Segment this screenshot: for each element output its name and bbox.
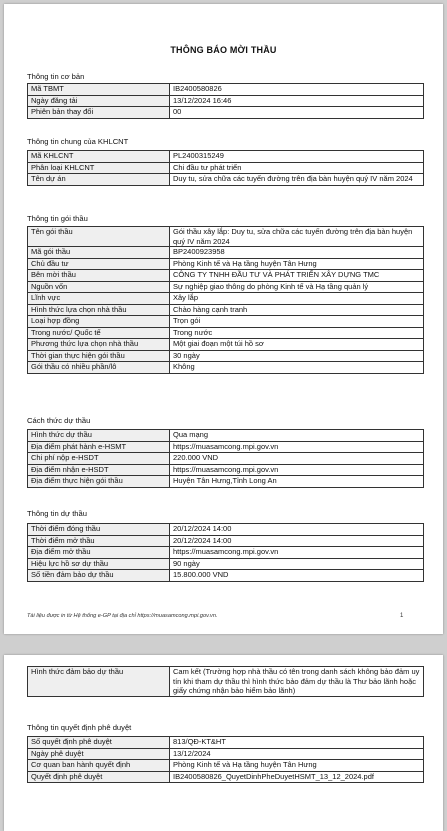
- table-row: [28, 327, 424, 339]
- table-row: [28, 535, 424, 547]
- field-label: Quyết định phê duyệt: [28, 771, 170, 783]
- table-row: [28, 151, 424, 163]
- footer-note: Tài liệu được in từ Hệ thống e-GP tại địa chỉ https://muasamcong.mpi.gov.vn.: [27, 613, 218, 619]
- field-value: 00: [170, 107, 424, 119]
- field-label: Bên mời thầu: [28, 270, 170, 282]
- field-label: Tên gói thầu: [28, 227, 170, 247]
- table-basic: [27, 83, 424, 119]
- table-row: [28, 339, 424, 351]
- field-value: Sự nghiệp giao thông do phòng Kinh tế và Hạ tầng quản lý: [170, 281, 424, 293]
- table-row: [28, 771, 424, 783]
- field-value: Qua mạng: [170, 430, 424, 442]
- field-label: Tên dự án: [28, 174, 170, 186]
- field-label: Địa điểm thực hiện gói thầu: [28, 476, 170, 488]
- table-decision: [27, 736, 424, 783]
- section-title-khlcnt: Thông tin chung của KHLCNT: [27, 137, 129, 146]
- field-label: Ngày phê duyệt: [28, 748, 170, 760]
- table-guarantee: [27, 666, 424, 697]
- table-row: [28, 441, 424, 453]
- field-label: Địa điểm nhận e-HSDT: [28, 464, 170, 476]
- field-label: Mã gói thầu: [28, 247, 170, 259]
- table-row: [28, 547, 424, 559]
- field-label: Thời điểm đóng thầu: [28, 524, 170, 536]
- field-label: Phân loại KHLCNT: [28, 162, 170, 174]
- field-label: Gói thầu có nhiều phần/lô: [28, 362, 170, 374]
- field-value: https://muasamcong.mpi.gov.vn: [170, 464, 424, 476]
- table-row: [28, 162, 424, 174]
- section-title-basic: Thông tin cơ bản: [27, 72, 85, 81]
- field-value: Gói thầu xây lắp: Duy tu, sửa chữa các tuyến đường trên địa bàn huyện quý IV năm 2024: [170, 227, 424, 247]
- field-label: Chi phí nộp e-HSDT: [28, 453, 170, 465]
- field-value: https://muasamcong.mpi.gov.vn: [170, 441, 424, 453]
- field-value: 13/12/2024: [170, 748, 424, 760]
- field-label: Ngày đăng tải: [28, 95, 170, 107]
- field-value: Xây lắp: [170, 293, 424, 305]
- field-value: Cam kết (Trường hợp nhà thầu có tên trong danh sách không bảo đảm uy tín khi tham dự thầu thì hình thức bảo đảm dự thầu là Thư bảo lãnh hoặc giấy chứng nhận bảo hiểm bảo lãnh): [170, 667, 424, 697]
- field-value: 15.800.000 VND: [170, 570, 424, 582]
- field-label: Nguồn vốn: [28, 281, 170, 293]
- table-row: [28, 476, 424, 488]
- table-row: [28, 570, 424, 582]
- table-row: [28, 760, 424, 772]
- field-value: Trọn gói: [170, 316, 424, 328]
- section-title-bidding: Cách thức dự thầu: [27, 416, 91, 425]
- field-value: Không: [170, 362, 424, 374]
- table-row: [28, 270, 424, 282]
- field-label: Hình thức đảm bảo dự thầu: [28, 667, 170, 697]
- field-value: https://muasamcong.mpi.gov.vn: [170, 547, 424, 559]
- section-title-decision: Thông tin quyết định phê duyệt: [27, 723, 132, 732]
- field-value: 13/12/2024 16:46: [170, 95, 424, 107]
- field-value: 20/12/2024 14:00: [170, 535, 424, 547]
- field-value: Huyện Tân Hưng,Tỉnh Long An: [170, 476, 424, 488]
- field-label: Cơ quan ban hành quyết định: [28, 760, 170, 772]
- field-value: 813/QĐ-KT&HT: [170, 737, 424, 749]
- field-value: IB2400580826: [170, 84, 424, 96]
- table-row: [28, 174, 424, 186]
- field-value: 220.000 VND: [170, 453, 424, 465]
- field-label: Địa điểm mở thầu: [28, 547, 170, 559]
- field-value: IB2400580826_QuyetDinhPheDuyetHSMT_13_12_2024.pdf: [170, 771, 424, 783]
- table-package: [27, 226, 424, 374]
- field-label: Mã KHLCNT: [28, 151, 170, 163]
- table-row: [28, 667, 424, 697]
- document-title: THÔNG BÁO MỜI THẦU: [170, 45, 277, 55]
- field-value: Một giai đoạn một túi hồ sơ: [170, 339, 424, 351]
- field-value: Trong nước: [170, 327, 424, 339]
- field-label: Hình thức lựa chọn nhà thầu: [28, 304, 170, 316]
- field-value: 90 ngày: [170, 558, 424, 570]
- table-row: [28, 558, 424, 570]
- field-label: Lĩnh vực: [28, 293, 170, 305]
- field-value: Chi đầu tư phát triển: [170, 162, 424, 174]
- table-row: [28, 464, 424, 476]
- table-khlcnt: [27, 150, 424, 186]
- field-label: Số tiền đảm bảo dự thầu: [28, 570, 170, 582]
- table-row: [28, 247, 424, 259]
- field-value: Chào hàng cạnh tranh: [170, 304, 424, 316]
- table-row: [28, 304, 424, 316]
- table-row: [28, 293, 424, 305]
- field-value: CÔNG TY TNHH ĐẦU TƯ VÀ PHÁT TRIỂN XÂY DỰNG TMC: [170, 270, 424, 282]
- table-row: [28, 748, 424, 760]
- table-row: [28, 227, 424, 247]
- field-label: Số quyết định phê duyệt: [28, 737, 170, 749]
- section-title-bid-info: Thông tin dự thầu: [27, 509, 87, 518]
- table-row: [28, 95, 424, 107]
- table-bidding: [27, 429, 424, 488]
- table-row: [28, 737, 424, 749]
- field-label: Mã TBMT: [28, 84, 170, 96]
- field-label: Thời điểm mở thầu: [28, 535, 170, 547]
- field-label: Chủ đầu tư: [28, 258, 170, 270]
- table-row: [28, 430, 424, 442]
- table-row: [28, 362, 424, 374]
- table-row: [28, 524, 424, 536]
- document-page-1: [4, 4, 443, 634]
- table-row: [28, 281, 424, 293]
- field-value: Duy tu, sửa chữa các tuyến đường trên địa bàn huyện quý IV năm 2024: [170, 174, 424, 186]
- field-label: Trong nước/ Quốc tế: [28, 327, 170, 339]
- field-value: Phòng Kinh tế và Hạ tầng huyện Tân Hưng: [170, 760, 424, 772]
- field-value: BP2400923958: [170, 247, 424, 259]
- field-value: Phòng Kinh tế và Hạ tầng huyện Tân Hưng: [170, 258, 424, 270]
- field-label: Thời gian thực hiện gói thầu: [28, 350, 170, 362]
- section-title-package: Thông tin gói thầu: [27, 214, 88, 223]
- table-row: [28, 453, 424, 465]
- table-bid-info: [27, 523, 424, 582]
- table-row: [28, 258, 424, 270]
- field-label: Hiệu lực hồ sơ dự thầu: [28, 558, 170, 570]
- field-label: Loại hợp đồng: [28, 316, 170, 328]
- field-label: Địa điểm phát hành e-HSMT: [28, 441, 170, 453]
- document-page-2: [4, 655, 443, 831]
- table-row: [28, 350, 424, 362]
- page-number: 1: [400, 613, 404, 619]
- field-value: PL2400315249: [170, 151, 424, 163]
- field-label: Phiên bản thay đổi: [28, 107, 170, 119]
- field-label: Phương thức lựa chọn nhà thầu: [28, 339, 170, 351]
- field-value: 30 ngày: [170, 350, 424, 362]
- table-row: [28, 84, 424, 96]
- table-row: [28, 107, 424, 119]
- table-row: [28, 316, 424, 328]
- field-value: 20/12/2024 14:00: [170, 524, 424, 536]
- field-label: Hình thức dự thầu: [28, 430, 170, 442]
